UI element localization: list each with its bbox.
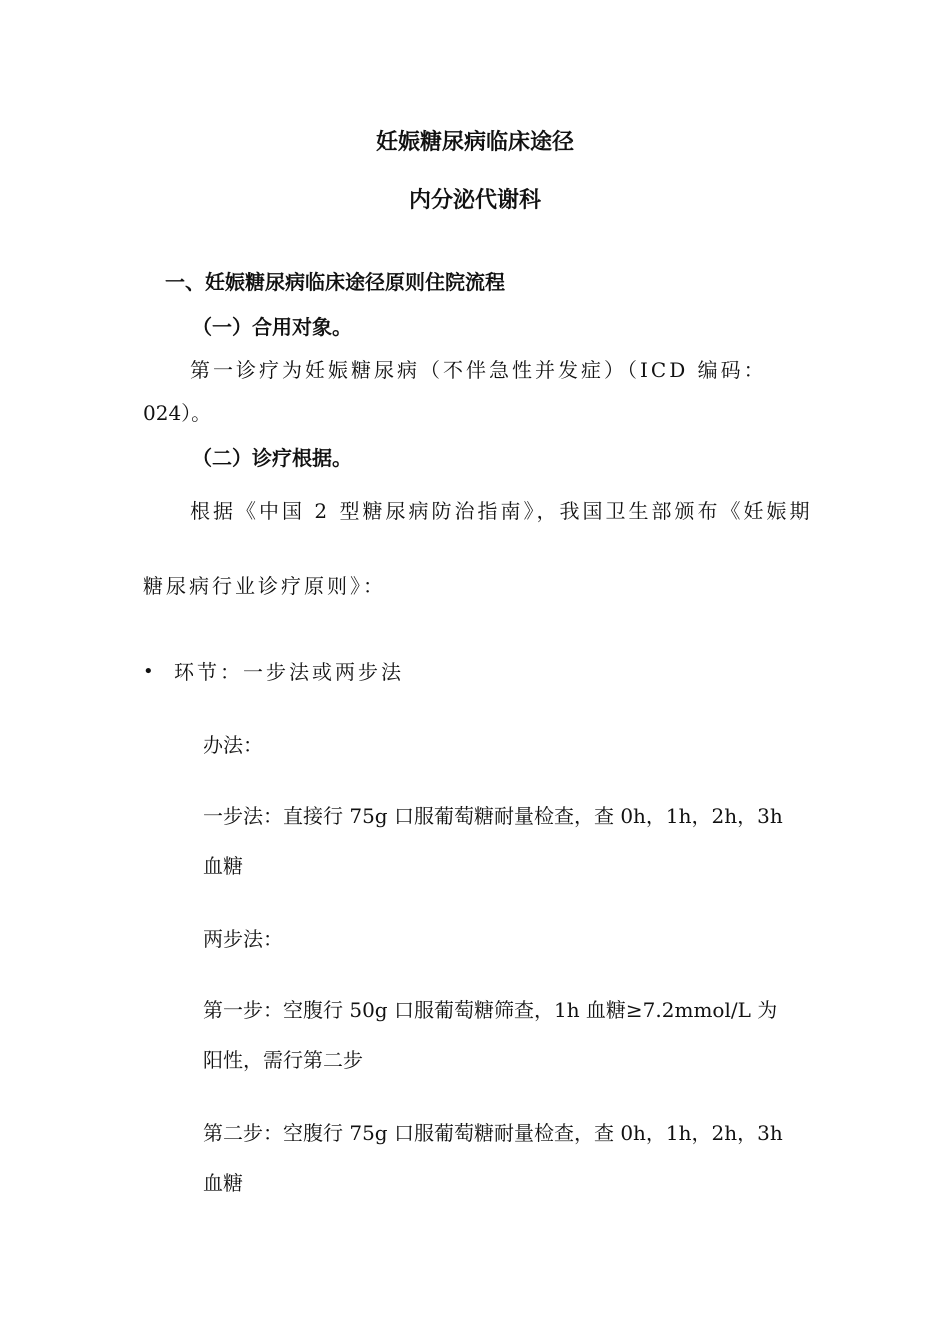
- method-label: 办法：: [203, 733, 263, 757]
- sub1-heading: （一）合用对象。: [192, 315, 352, 339]
- sub1-text-line2: 024）。: [143, 401, 212, 425]
- sub2-text-line1: 根据《中国 2 型糖尿病防治指南》，我国卫生部颁布《妊娠期: [190, 499, 813, 523]
- section1-heading: 一、妊娠糖尿病临床途径原则住院流程: [165, 270, 505, 294]
- bullet-item: 环节：一步法或两步法: [174, 660, 404, 684]
- one-step-line2: 血糖: [203, 854, 243, 878]
- step1-line2: 阳性，需行第二步: [203, 1048, 363, 1072]
- sub1-text-line1: 第一诊疗为妊娠糖尿病（不伴急性并发症）（ICD 编码：: [190, 358, 767, 382]
- step2-line2: 血糖: [203, 1171, 243, 1195]
- department-subtitle: 内分泌代谢科: [408, 187, 541, 213]
- two-step-label: 两步法：: [203, 927, 283, 951]
- step1-line1: 第一步：空腹行 50g 口服葡萄糖筛查，1h 血糖≥7.2mmol/L 为: [203, 998, 778, 1022]
- bullet-icon: •: [143, 661, 154, 682]
- one-step-line1: 一步法：直接行 75g 口服葡萄糖耐量检查，查 0h，1h，2h，3h: [203, 804, 783, 828]
- document-title: 妊娠糖尿病临床途径: [375, 129, 574, 155]
- sub2-heading: （二）诊疗根据。: [192, 446, 352, 470]
- step2-line1: 第二步：空腹行 75g 口服葡萄糖耐量检查，查 0h，1h，2h，3h: [203, 1121, 783, 1145]
- sub2-text-line2: 糖尿病行业诊疗原则》：: [143, 574, 386, 598]
